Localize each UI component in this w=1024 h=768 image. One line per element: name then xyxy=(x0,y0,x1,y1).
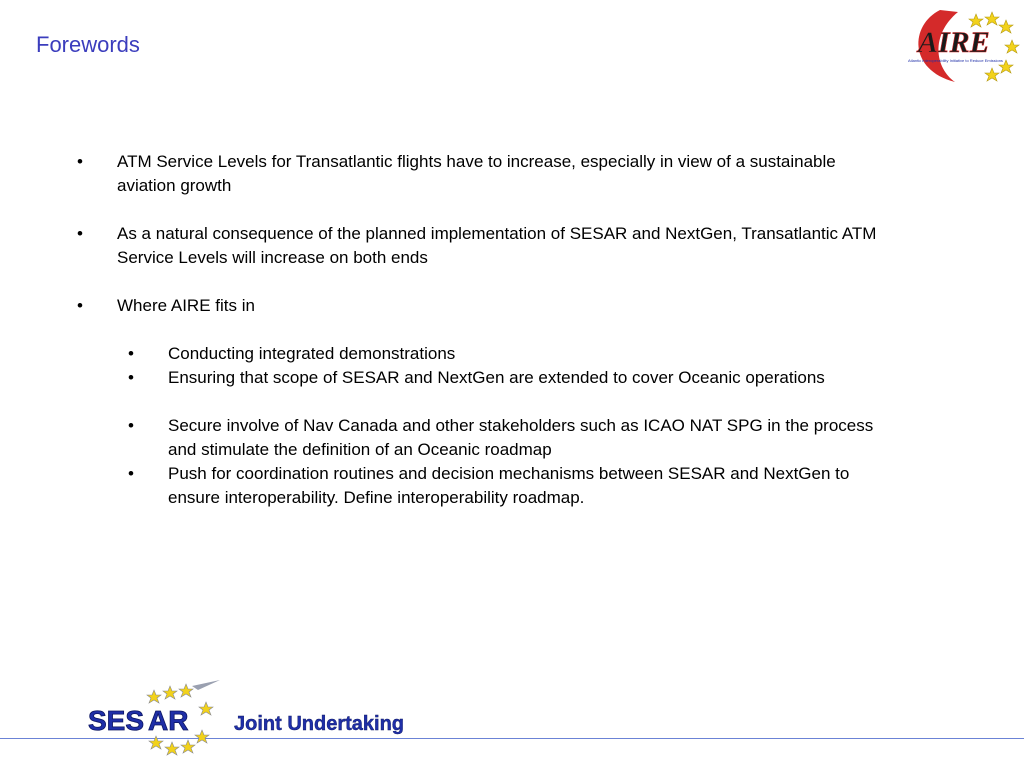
bullet-text: Push for coordination routines and decision mechanisms between SESAR and NextGen to ensure interoperability. Define interoperability roadmap. xyxy=(168,464,850,507)
aire-logo-text: AIRE xyxy=(918,26,990,59)
bullet-item xyxy=(77,222,877,270)
bullet-marker: • xyxy=(128,464,134,483)
sesar-streak-icon xyxy=(192,680,220,690)
bullet-marker: • xyxy=(77,152,83,171)
bullet-marker: • xyxy=(128,344,134,363)
bullet-text: Where AIRE fits in xyxy=(117,296,255,315)
bullet-text: ATM Service Levels for Transatlantic flights have to increase, especially in view of a sustainable aviation growth xyxy=(117,152,836,195)
bullet-item xyxy=(77,150,877,198)
bullet-text: Ensuring that scope of SESAR and NextGen are extended to cover Oceanic operations xyxy=(168,368,825,387)
aire-logo xyxy=(900,0,1024,90)
bullet-text: As a natural consequence of the planned implementation of SESAR and NextGen, Transatlantic ATM Service Levels will increase on both ends xyxy=(117,224,877,267)
bullet-item xyxy=(77,294,877,318)
slide-title: Forewords xyxy=(36,32,140,57)
sub-bullet-item xyxy=(128,414,898,462)
sub-bullet-item xyxy=(128,342,898,366)
sesar-text-right: AR xyxy=(148,705,189,736)
sesar-text-left: SES xyxy=(88,705,145,736)
sesar-logo xyxy=(84,676,454,764)
bullet-marker: • xyxy=(128,368,134,387)
sub-bullet-item xyxy=(128,462,898,510)
bullet-marker: • xyxy=(128,416,134,435)
aire-logo-subtitle: Atlantic Interoperability Initiative to Reduce Emissions xyxy=(908,58,1003,63)
bullet-text: Conducting integrated demonstrations xyxy=(168,344,456,363)
bullet-marker: • xyxy=(77,224,83,243)
sesar-tagline: Joint Undertaking xyxy=(234,713,405,735)
sub-bullet-item xyxy=(128,366,898,390)
bullet-text: Secure involve of Nav Canada and other stakeholders such as ICAO NAT SPG in the process and stimulate the definition of an Oceanic roadmap xyxy=(168,416,874,459)
bullet-marker: • xyxy=(77,296,83,315)
